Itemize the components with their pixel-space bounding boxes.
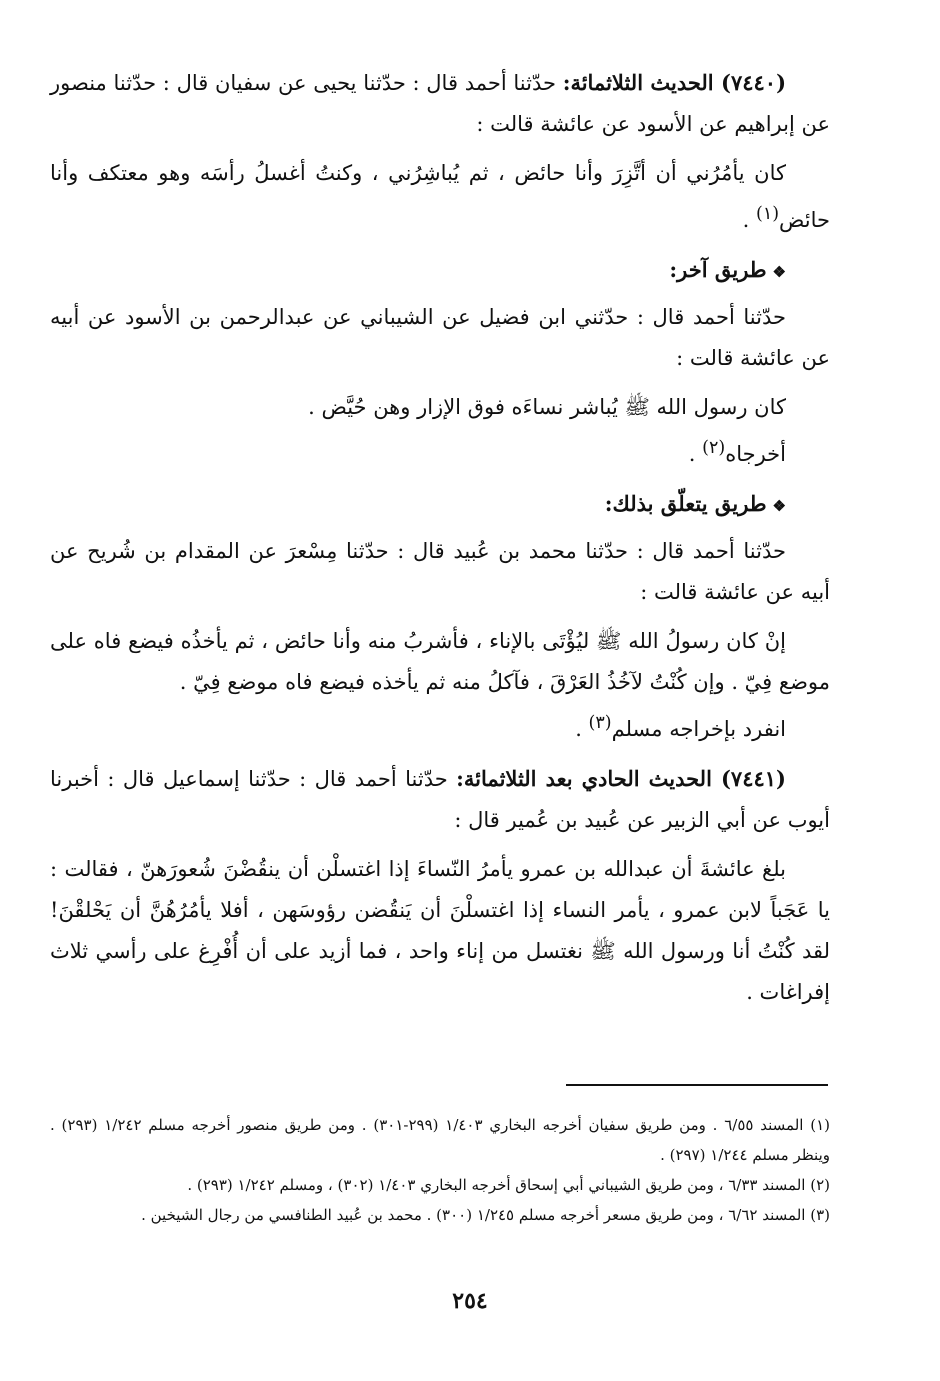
footnote-separator bbox=[566, 1084, 828, 1086]
takhrij-text: أخرجاه bbox=[725, 442, 786, 466]
section-heading-tariq-yataallaq bbox=[50, 483, 830, 527]
footnote-2: (٢) المسند ٦/٣٣ ، ومن طريق الشيباني أبي إسحاق أخرجه البخاري ١/٤٠٣ (٣٠٢) ، ومسلم ١/٢٤٢ (٢٩٣) . bbox=[187, 1176, 830, 1194]
footnote-1: (١) المسند ٦/٥٥ . ومن طريق سفيان أخرجه البخاري ١/٤٠٣ (٢٩٩-٣٠١) . ومن طريق منصور أخرجه مسلم ١/٢٤٢ (٢٩٣) . وينظر مسلم ١/٢٤٤ (٢٩٧) . bbox=[50, 1116, 830, 1164]
diamond-icon: ❖ bbox=[772, 263, 786, 281]
tariq-akhar-matn: كان رسول الله ﷺ يُباشر نساءَه فوق الإزار وهن حُيَّض . bbox=[308, 395, 786, 419]
hadith-7440-matn-text: كان يأمُرُني أن أتَّزِرَ وأنا حائض ، ثم يُباشِرُني ، وكنتُ أغسلُ رأسَه وهو معتكف وأنا حائض bbox=[50, 161, 830, 232]
takhrij-end: . bbox=[575, 717, 589, 741]
tariq-akhar-isnad: حدّثنا أحمد قال : حدّثني ابن فضيل عن الشيباني عن عبدالرحمن بن الأسود عن أبيه عن عائشة قالت : bbox=[50, 305, 830, 370]
tariq-yataallaq-takhrij bbox=[50, 703, 830, 750]
page-body bbox=[50, 62, 830, 1013]
footnote-3: (٣) المسند ٦/٦٢ ، ومن طريق مسعر أخرجه مسلم ١/٢٤٥ (٣٠٠) . محمد بن عُبيد الطنافسي من رجال الشيخين . bbox=[141, 1206, 830, 1224]
tariq-akhar-takhrij bbox=[50, 428, 830, 475]
footnote-ref-1[interactable]: (١) bbox=[755, 204, 780, 224]
page-number: ٢٥٤ bbox=[452, 1288, 488, 1314]
hadith-7440-isnad: حدّثنا أحمد قال : حدّثنا يحيى عن سفيان قال : حدّثنا منصور عن إبراهيم عن الأسود عن عائشة قالت : bbox=[50, 71, 830, 136]
hadith-7440-intro bbox=[50, 62, 830, 145]
diamond-icon: ❖ bbox=[772, 497, 786, 515]
takhrij-end: . bbox=[688, 442, 703, 466]
section-title: طريق آخر: bbox=[669, 257, 767, 282]
hadith-7441-isnad: حدّثنا أحمد قال : حدّثنا إسماعيل قال : أخبرنا أيوب عن أبي الزبير عن عُبيد بن عُمير قال : bbox=[50, 767, 830, 832]
hadith-7441-intro bbox=[50, 758, 830, 841]
footnote-ref-3[interactable]: (٣) bbox=[588, 713, 612, 733]
hadith-7440-label: (٧٤٤٠) الحديث الثلاثمائة: bbox=[562, 70, 786, 95]
hadith-7440-matn-end: . bbox=[742, 208, 756, 232]
hadith-7441-label: (٧٤٤١) الحديث الحادي بعد الثلاثمائة: bbox=[456, 766, 786, 791]
hadith-7441-matn: بلغ عائشةَ أن عبدالله بن عمرو يأمرُ النّساءَ إذا اغتسلْن أن ينقُضْنَ شُعورَهنّ ، فقالت : يا عَجَباً لابن عمرو ، يأمر النساء إذا اغتسلْنَ أن يَنقُضن رؤوسَهن ، أفلا يأمُرُهُنَّ أن يَحْلقْنَ! لقد كُنْتُ أنا ورسول الله ﷺ نغتسل من إناء واحد ، فما أزيد على أن أُفْرِغ على رأسي ثلاث إفراغات . bbox=[50, 857, 830, 1004]
footnotes bbox=[50, 1110, 830, 1230]
tariq-yataallaq-matn: إنْ كان رسولُ الله ﷺ ليُؤْتَى بالإناء ، فأشربُ منه وأنا حائض ، ثم يأخذُه فيضع فاه على موضع فِيّ . وإن كُنْتُ لآخُذُ العَرْقَ ، فآكلُ منه ثم يأخذه فيضع فاه موضع فِيّ . bbox=[50, 629, 830, 694]
hadith-7440-matn bbox=[50, 153, 830, 241]
section-heading-tariq-akhar bbox=[50, 249, 830, 293]
tariq-yataallaq-isnad: حدّثنا أحمد قال : حدّثنا محمد بن عُبيد قال : حدّثنا مِسْعرَ عن المقدام بن شُريح عن أبيه عن عائشة قالت : bbox=[50, 539, 830, 604]
section-title: طريق يتعلّق بذلك: bbox=[604, 491, 767, 516]
footnote-ref-2[interactable]: (٢) bbox=[702, 438, 726, 458]
takhrij-text: انفرد بإخراجه مسلم bbox=[611, 717, 786, 741]
